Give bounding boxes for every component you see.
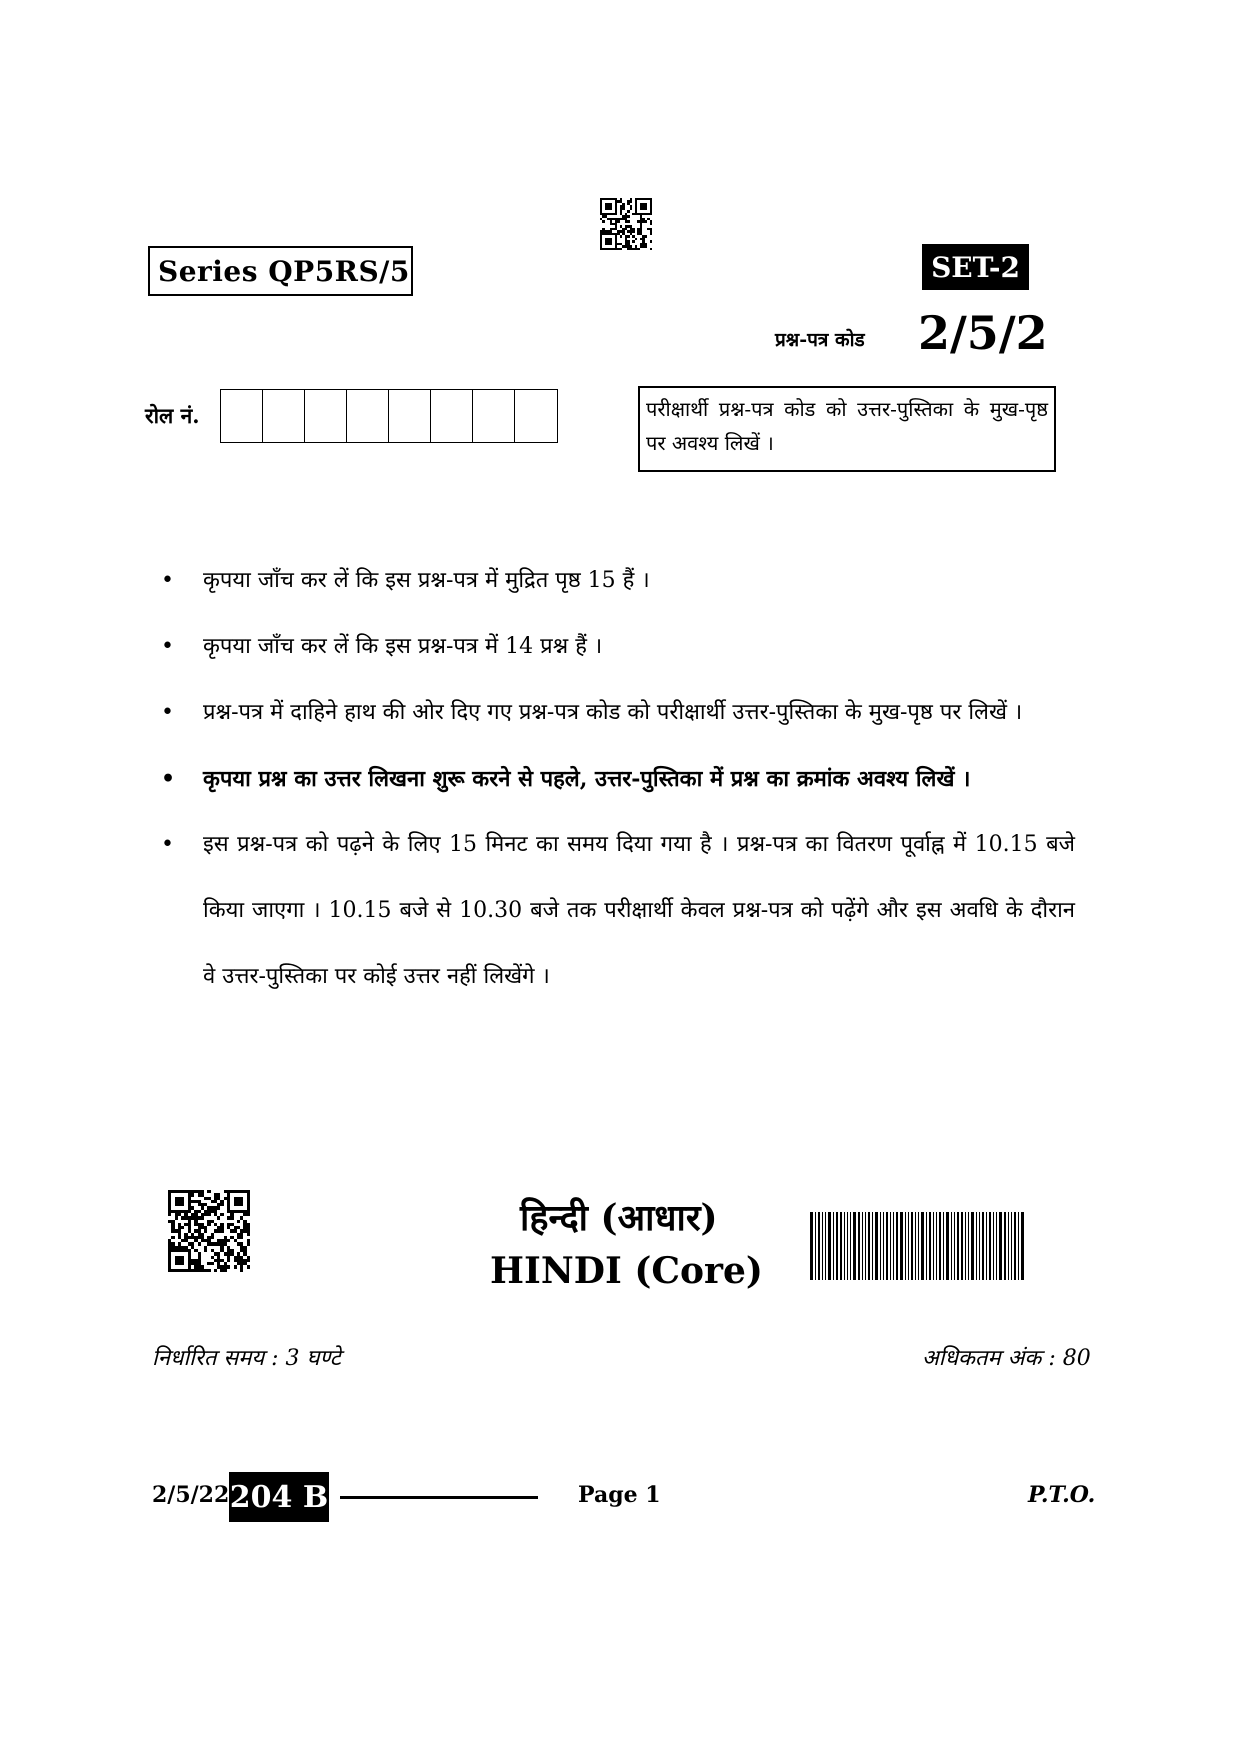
question-paper-code-label: प्रश्न-पत्र कोड [775, 329, 865, 351]
code-notice-text: परीक्षार्थी प्रश्न-पत्र कोड को उत्तर-पुस्तिका के मुख-पृष्ठ पर अवश्य लिखें । [646, 397, 1048, 455]
roll-number-cell[interactable] [515, 390, 557, 442]
roll-number-cell[interactable] [389, 390, 431, 442]
roll-number-cell[interactable] [263, 390, 305, 442]
qr-code-icon [168, 1190, 250, 1272]
instruction-text: कृपया प्रश्न का उत्तर लिखना शुरू करने से पहले, उत्तर-पुस्तिका में प्रश्न का क्रमांक अवश्य लिखें । [203, 766, 971, 792]
footer-code: 2/5/22 [152, 1482, 230, 1508]
set-label: SET-2 [931, 250, 1020, 284]
time-allowed: निर्धारित समय : 3 घण्टे [152, 1346, 341, 1371]
roll-number-cell[interactable] [305, 390, 347, 442]
roll-number-cell[interactable] [473, 390, 515, 442]
instruction-text: इस प्रश्न-पत्र को पढ़ने के लिए 15 मिनट का समय दिया गया है । प्रश्न-पत्र का वितरण पूर्वाह्न में 10.15 बजे किया जाएगा । 10.15 बजे से 10.30 बजे तक परीक्षार्थी केवल प्रश्न-पत्र को पढ़ेंगे और इस अवधि के दौरान वे उत्तर-पुस्तिका पर कोई उत्तर नहीं लिखेंगे । [203, 832, 1075, 989]
page-number: Page 1 [578, 1482, 661, 1508]
bullet-icon: • [161, 568, 174, 593]
roll-number-cell[interactable] [221, 390, 263, 442]
subject-title-english: HINDI (Core) [490, 1250, 763, 1292]
instruction-text: कृपया जाँच कर लें कि इस प्रश्न-पत्र में मुद्रित पृष्ठ 15 हैं । [203, 568, 650, 593]
instruction-item [155, 548, 1075, 614]
instruction-item [155, 746, 1075, 812]
series-label: Series QP5RS/5 [158, 254, 410, 288]
instructions-list [155, 548, 1075, 1010]
instruction-text: कृपया जाँच कर लें कि इस प्रश्न-पत्र में 14 प्रश्न हैं । [203, 634, 603, 659]
roll-number-label: रोल नं. [145, 403, 200, 428]
roll-number-cell[interactable] [431, 390, 473, 442]
instruction-item [155, 614, 1075, 680]
code-notice-box [638, 386, 1056, 472]
question-paper-code-value: 2/5/2 [918, 306, 1048, 360]
please-turn-over: P.T.O. [1028, 1482, 1096, 1508]
maximum-marks: अधिकतम अंक : 80 [922, 1346, 1091, 1371]
bullet-icon: • [161, 832, 174, 857]
roll-number-boxes[interactable] [220, 389, 558, 443]
roll-number-cell[interactable] [347, 390, 389, 442]
barcode-icon [810, 1212, 1100, 1280]
bullet-icon: • [161, 766, 176, 792]
bullet-icon: • [161, 700, 174, 725]
instruction-text: प्रश्न-पत्र में दाहिने हाथ की ओर दिए गए प्रश्न-पत्र कोड को परीक्षार्थी उत्तर-पुस्तिका के मुख-पृष्ठ पर लिखें । [203, 700, 1023, 725]
set-badge [922, 244, 1029, 290]
instruction-item [155, 680, 1075, 746]
footer-divider [340, 1496, 538, 1499]
footer-code-badge [229, 1472, 329, 1522]
series-box [148, 246, 413, 296]
subject-title-hindi: हिन्दी (आधार) [520, 1197, 718, 1239]
qr-code-icon [600, 198, 652, 250]
instruction-item [155, 812, 1075, 1010]
footer-badge-label: 204 B [229, 1479, 329, 1515]
bullet-icon: • [161, 634, 174, 659]
